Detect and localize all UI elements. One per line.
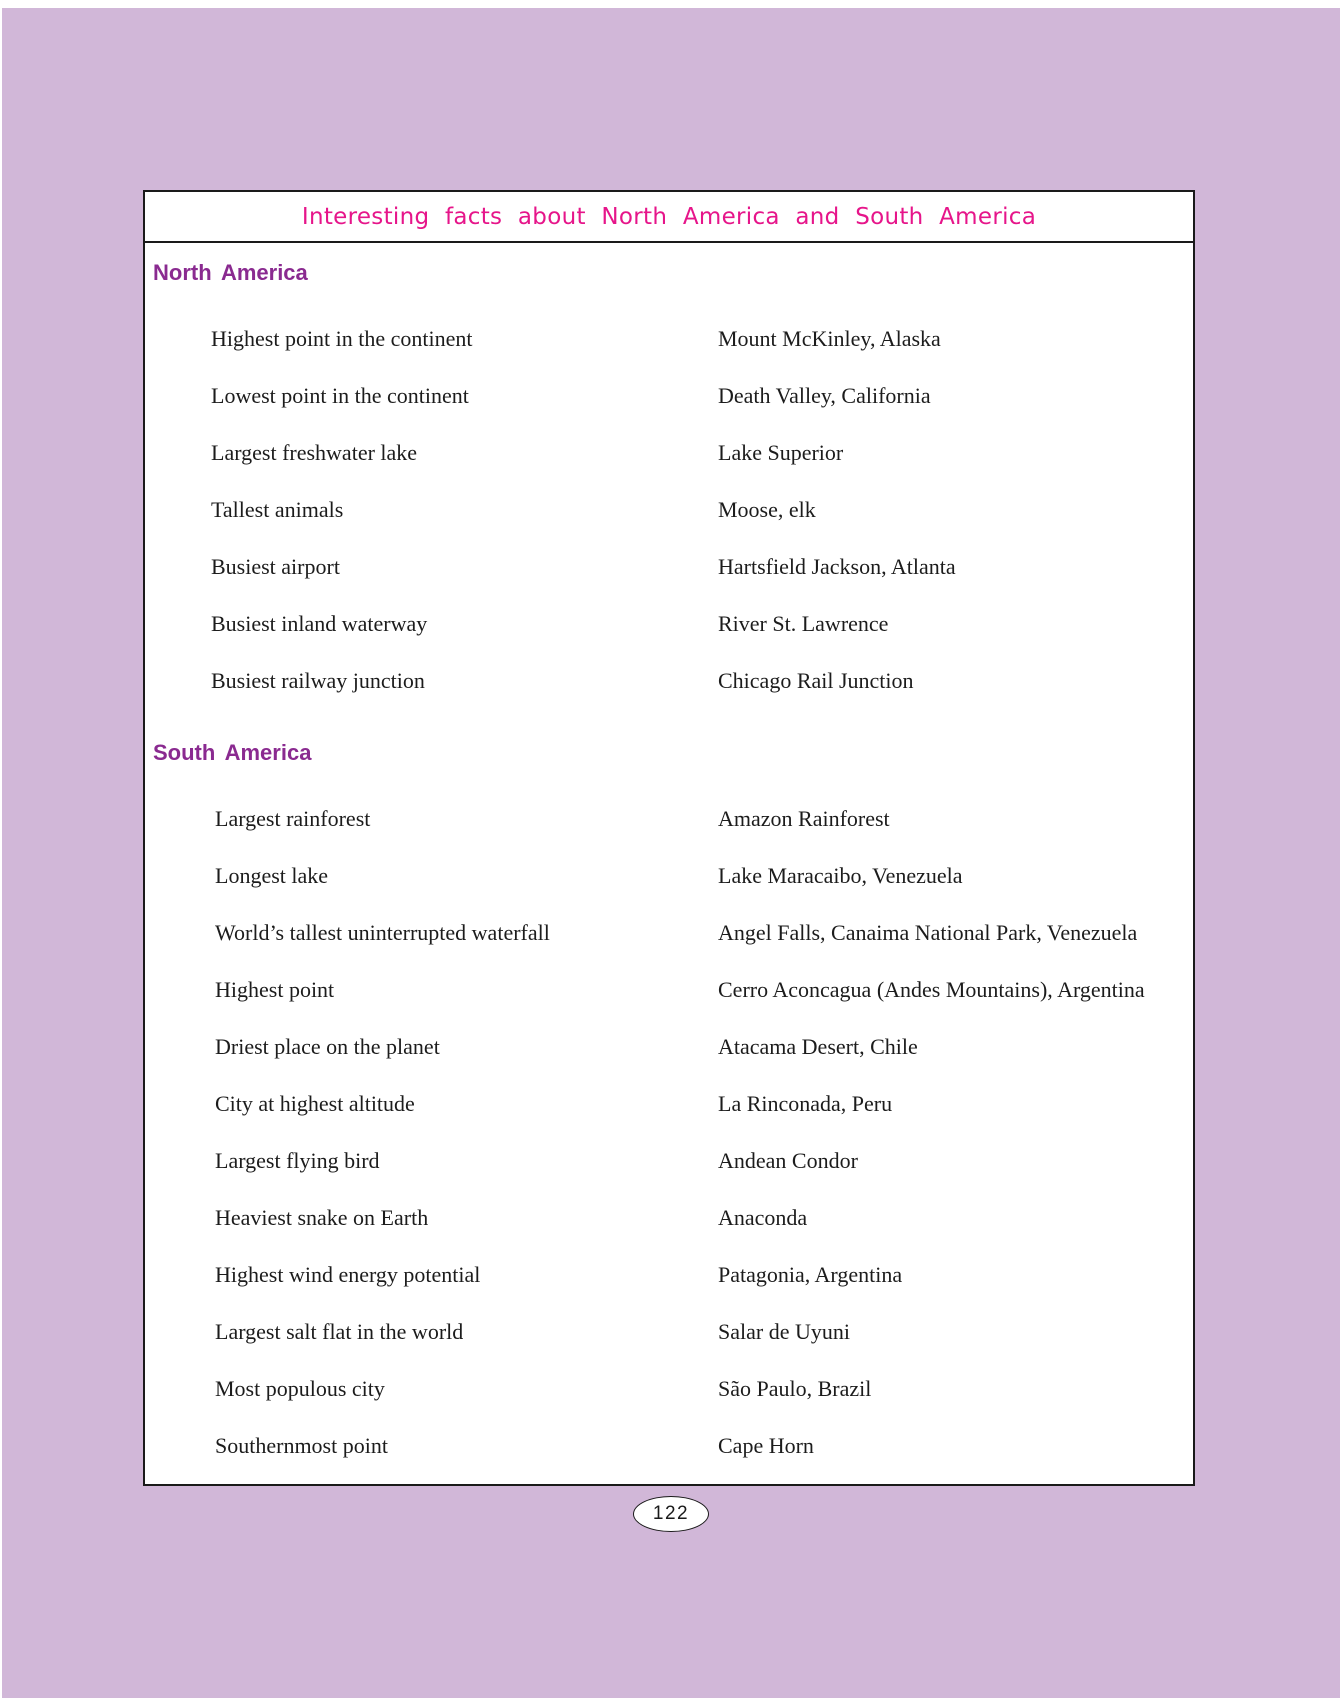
south-america-heading: South America bbox=[153, 740, 312, 765]
fact-value: Chicago Rail Junction bbox=[718, 668, 914, 693]
fact-label: Lowest point in the continent bbox=[211, 383, 469, 408]
fact-label: World’s tallest uninterrupted waterfall bbox=[215, 920, 550, 945]
north-america-fact-row bbox=[145, 438, 1193, 468]
fact-value: Amazon Rainforest bbox=[718, 806, 890, 831]
fact-label: Heaviest snake on Earth bbox=[215, 1205, 429, 1230]
south-america-fact-row bbox=[145, 918, 1193, 948]
fact-value: Hartsfield Jackson, Atlanta bbox=[718, 554, 956, 579]
fact-value: Anaconda bbox=[718, 1205, 808, 1230]
south-america-fact-row bbox=[145, 804, 1193, 834]
fact-label: Highest point bbox=[215, 977, 335, 1002]
fact-value: La Rinconada, Peru bbox=[718, 1091, 893, 1116]
south-america-fact-row bbox=[145, 1146, 1193, 1176]
fact-label: Driest place on the planet bbox=[215, 1034, 440, 1059]
fact-label: City at highest altitude bbox=[215, 1091, 415, 1116]
north-america-fact-row bbox=[145, 552, 1193, 582]
fact-value: Cerro Aconcagua (Andes Mountains), Argentina bbox=[718, 977, 1145, 1002]
fact-label: Busiest railway junction bbox=[211, 668, 425, 693]
fact-label: Highest point in the continent bbox=[211, 326, 473, 351]
south-america-fact-row bbox=[145, 1089, 1193, 1119]
south-america-fact-row bbox=[145, 1317, 1193, 1347]
fact-value: Andean Condor bbox=[718, 1148, 858, 1173]
fact-label: Largest freshwater lake bbox=[211, 440, 418, 465]
fact-value: River St. Lawrence bbox=[718, 611, 889, 636]
fact-value: Moose, elk bbox=[718, 497, 816, 522]
south-america-fact-row bbox=[145, 1374, 1193, 1404]
fact-label: Largest salt flat in the world bbox=[215, 1319, 464, 1344]
fact-value: Salar de Uyuni bbox=[718, 1319, 850, 1344]
north-america-fact-row bbox=[145, 609, 1193, 639]
fact-value: Atacama Desert, Chile bbox=[718, 1034, 918, 1059]
facts-box bbox=[143, 190, 1195, 1486]
north-america-fact-row bbox=[145, 495, 1193, 525]
fact-value: Cape Horn bbox=[718, 1433, 814, 1458]
fact-label: Longest lake bbox=[215, 863, 329, 888]
south-america-fact-row bbox=[145, 1260, 1193, 1290]
fact-value: Lake Superior bbox=[718, 440, 844, 465]
fact-label: Tallest animals bbox=[211, 497, 344, 522]
north-america-heading: North America bbox=[153, 260, 308, 285]
fact-label: Largest flying bird bbox=[215, 1148, 380, 1173]
north-america-fact-row bbox=[145, 381, 1193, 411]
fact-value: Mount McKinley, Alaska bbox=[718, 326, 941, 351]
south-america-fact-row bbox=[145, 1431, 1193, 1461]
fact-value: Angel Falls, Canaima National Park, Venezuela bbox=[718, 920, 1138, 945]
fact-label: Southernmost point bbox=[215, 1433, 388, 1458]
south-america-fact-row bbox=[145, 1203, 1193, 1233]
south-america-fact-row bbox=[145, 1032, 1193, 1062]
facts-box-title: Interesting facts about North America and South America bbox=[145, 192, 1193, 243]
fact-label: Busiest inland waterway bbox=[211, 611, 428, 636]
fact-label: Most populous city bbox=[215, 1376, 385, 1401]
fact-value: São Paulo, Brazil bbox=[718, 1376, 872, 1401]
south-america-fact-row bbox=[145, 861, 1193, 891]
south-america-fact-row bbox=[145, 975, 1193, 1005]
fact-value: Death Valley, California bbox=[718, 383, 931, 408]
north-america-fact-row bbox=[145, 666, 1193, 696]
fact-label: Highest wind energy potential bbox=[215, 1262, 481, 1287]
north-america-fact-row bbox=[145, 324, 1193, 354]
fact-label: Busiest airport bbox=[211, 554, 340, 579]
fact-label: Largest rainforest bbox=[215, 806, 371, 831]
fact-value: Patagonia, Argentina bbox=[718, 1262, 903, 1287]
page-number: 122 bbox=[633, 1496, 709, 1532]
fact-value: Lake Maracaibo, Venezuela bbox=[718, 863, 963, 888]
